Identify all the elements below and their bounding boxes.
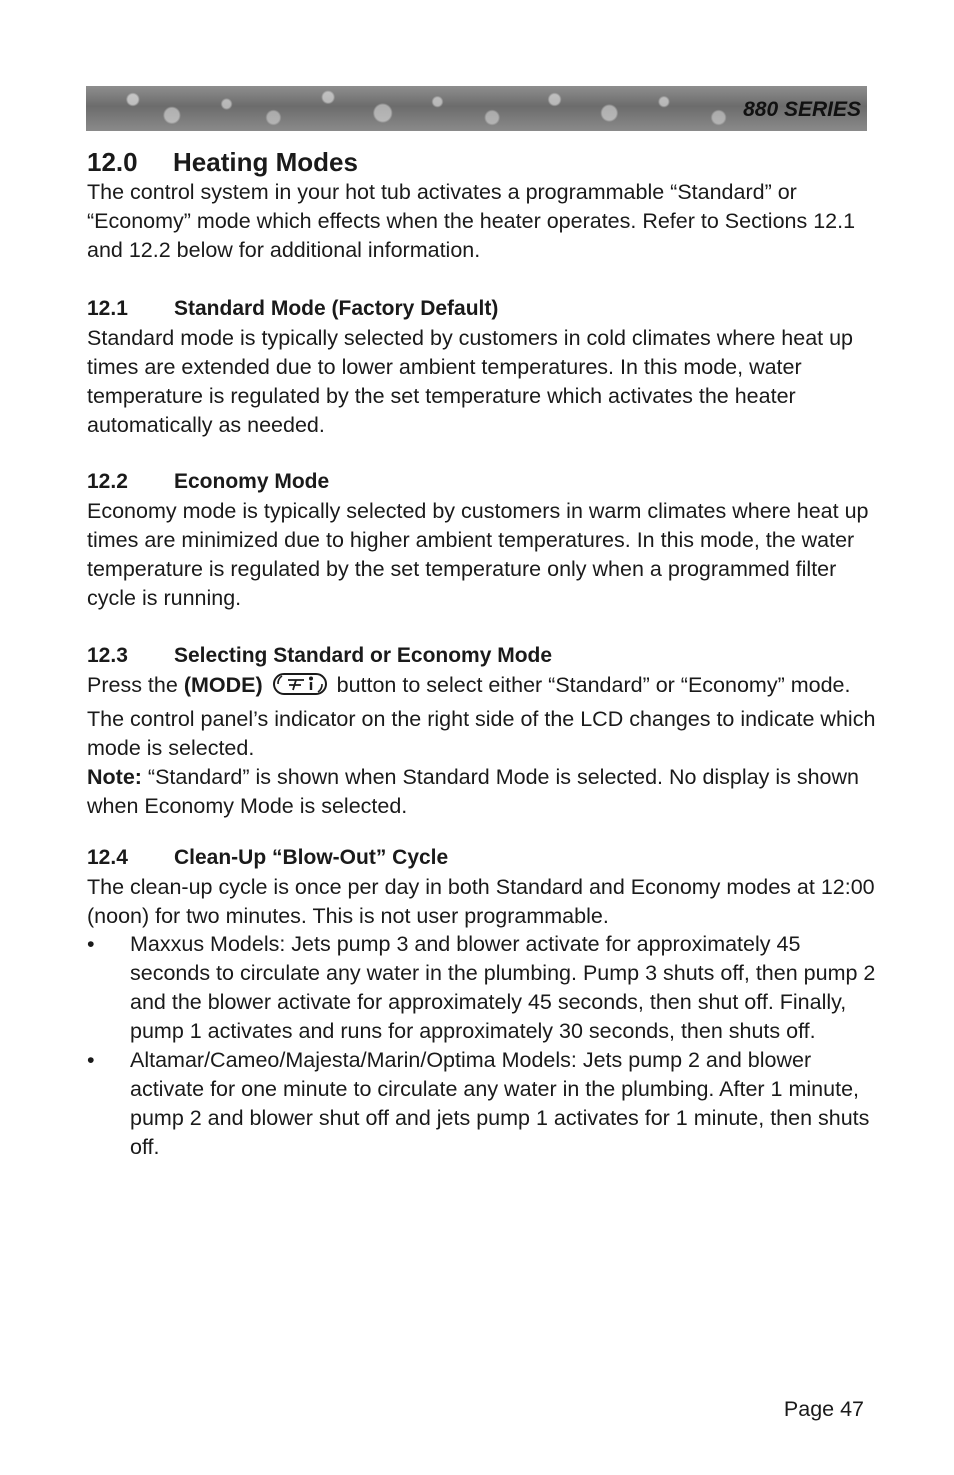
subsection-heading-12-3 xyxy=(87,644,552,668)
list-item xyxy=(87,1046,877,1162)
body-text: Standard mode is typically selected by customers in cold climates where heat up times are extended due to lower ambient temperatures. In this mode, water temperature is regulated by the set temperature which activates the heater automatically as needed. xyxy=(87,326,854,437)
list-item xyxy=(87,930,877,1046)
section-number: 12.0 xyxy=(87,147,138,177)
bullet-icon: • xyxy=(87,1048,95,1072)
cleanup-bullet-list xyxy=(87,930,877,1162)
subsection-heading-12-1 xyxy=(87,297,498,321)
section-intro xyxy=(87,178,877,265)
subsection-number: 12.3 xyxy=(87,644,128,667)
subsection-title: Selecting Standard or Economy Mode xyxy=(174,644,553,667)
body-text: The clean-up cycle is once per day in both Standard and Economy modes at 12:00 (noon) for two minutes. This is not user programmable. xyxy=(87,875,875,928)
note-text: “Standard” is shown when Standard Mode is selected. No display is shown when Economy Mode is selected. xyxy=(87,765,859,818)
subsection-title: Economy Mode xyxy=(174,470,330,493)
note-label: Note: xyxy=(87,765,142,789)
mode-button-icon xyxy=(271,671,329,705)
mode-label: (MODE) xyxy=(183,673,263,697)
page-number: Page 47 xyxy=(783,1397,864,1421)
press-text: Press the xyxy=(87,673,178,697)
subsection-body-12-3 xyxy=(87,671,877,821)
list-item-text: Maxxus Models: Jets pump 3 and blower activate for approximately 45 seconds to circulate any water in the plumbing. Pump 3 shuts off, then pump 2 and the blower activate for approximately 45 seconds, then shut off. Finally, pump 1 activates and runs for approximately 30 seconds, then shuts off. xyxy=(130,932,876,1043)
after-text: button to select either “Standard” or “Economy” mode. The control panel’s indicator on the right side of the LCD changes to indicate which mode is selected. xyxy=(87,673,876,760)
body-text: Economy mode is typically selected by customers in warm climates where heat up times are minimized due to higher ambient temperatures. In this mode, the water temperature is regulated by the set temperature only when a programmed filter cycle is running. xyxy=(87,499,869,610)
intro-text: The control system in your hot tub activates a programmable “Standard” or “Economy” mode which effects when the heater operates. Refer to Sections 12.1 and 12.2 below for additional information. xyxy=(87,180,856,262)
section-heading xyxy=(87,147,358,178)
subsection-title: Standard Mode (Factory Default) xyxy=(174,297,499,320)
subsection-body-12-4 xyxy=(87,873,877,931)
subsection-heading-12-2 xyxy=(87,470,329,494)
list-item-text: Altamar/Cameo/Majesta/Marin/Optima Models: Jets pump 2 and blower activate for one minute to circulate any water in the plumbing. After 1 minute, pump 2 and blower shut off and jets pump 1 activates for 1 minute, then shuts off. xyxy=(130,1048,870,1159)
subsection-body-12-2 xyxy=(87,497,877,613)
mode-instructions xyxy=(87,671,877,763)
subsection-body-12-1 xyxy=(87,324,877,440)
mode-note xyxy=(87,763,877,821)
header-banner xyxy=(86,86,867,131)
section-title: Heating Modes xyxy=(173,147,358,177)
subsection-title: Clean-Up “Blow-Out” Cycle xyxy=(174,846,449,869)
series-label: 880 SERIES xyxy=(743,98,861,121)
subsection-number: 12.1 xyxy=(87,297,128,320)
bullet-icon: • xyxy=(87,932,95,956)
subsection-number: 12.4 xyxy=(87,846,128,869)
subsection-heading-12-4 xyxy=(87,846,448,870)
subsection-number: 12.2 xyxy=(87,470,128,493)
